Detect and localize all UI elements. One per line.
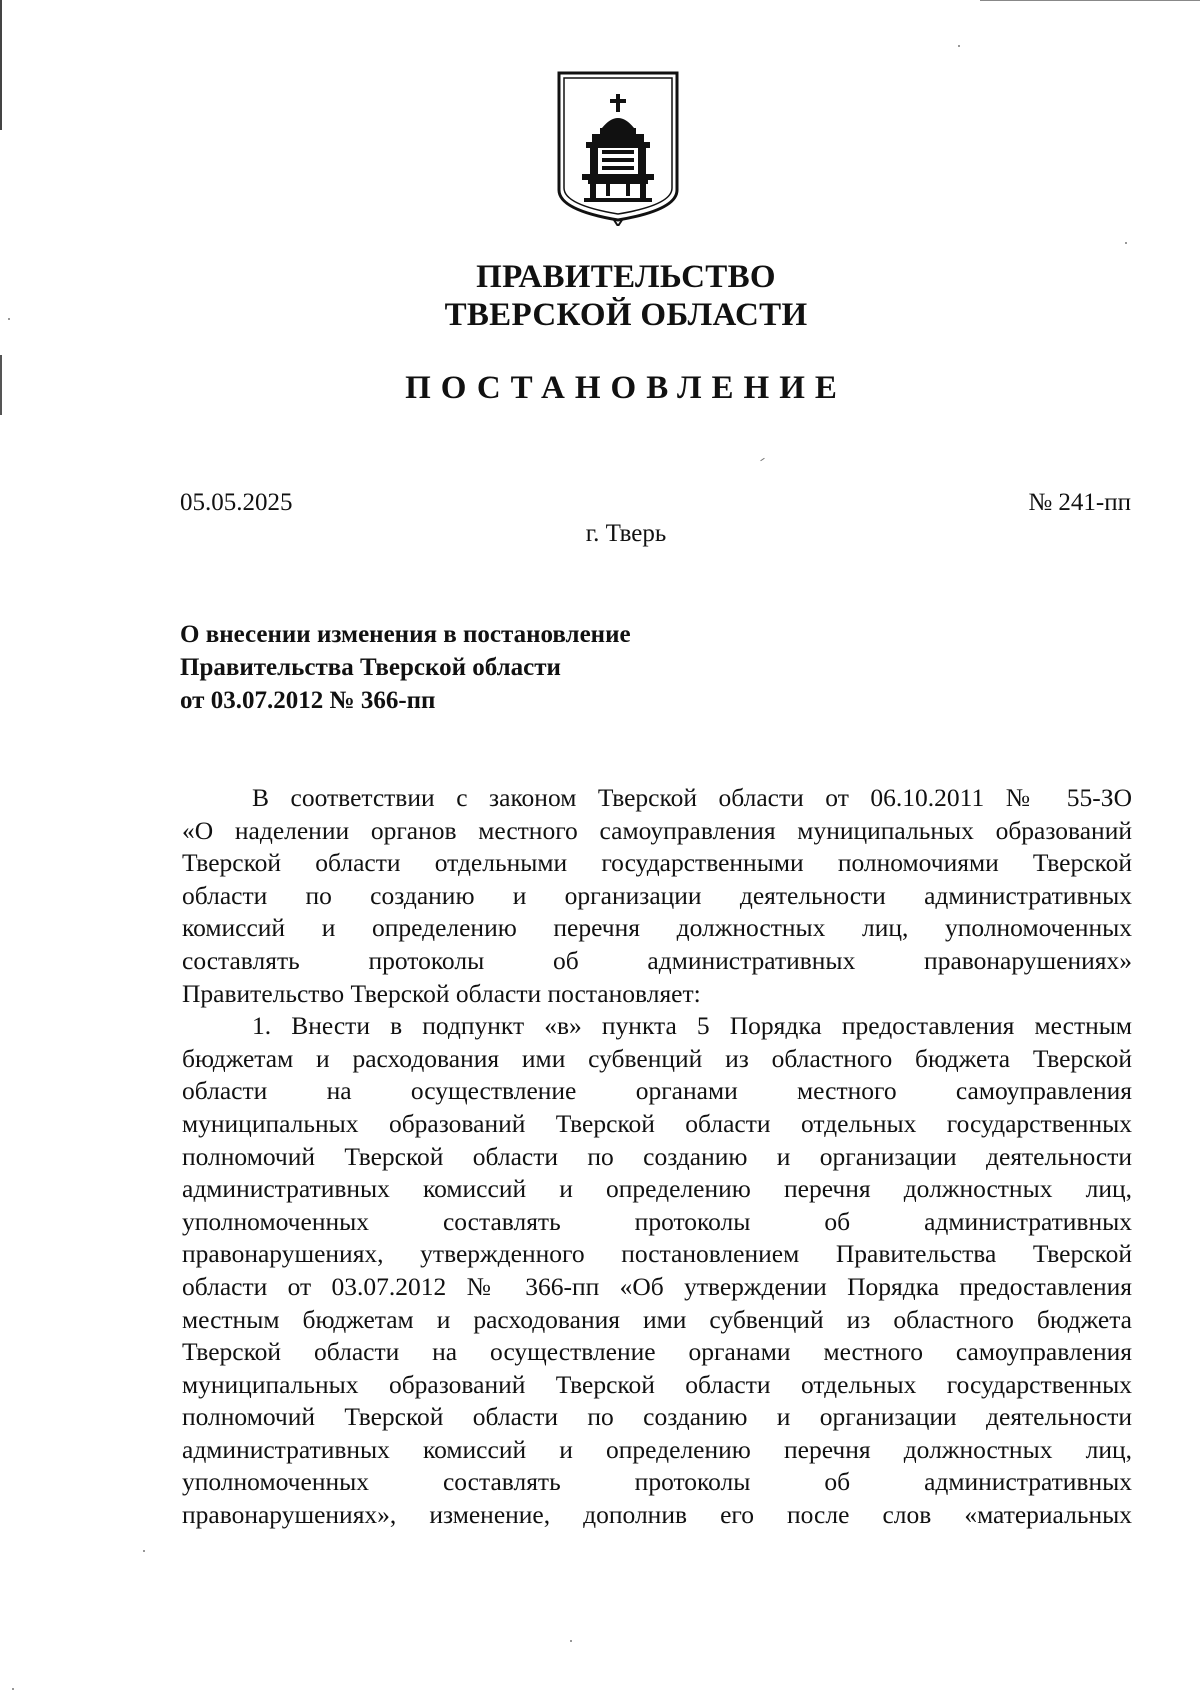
body-line: муниципальных образований Тверской области отдельных государственных (182, 1108, 1132, 1138)
scan-speck (958, 45, 960, 47)
document-type: ПОСТАНОВЛЕНИЕ (405, 370, 847, 406)
body-line: Тверской области отдельными государственными полномочиями Тверской (182, 848, 1132, 878)
scan-speck (570, 1640, 572, 1642)
body-line: полномочий Тверской области по созданию и организации деятельности (182, 1141, 1132, 1171)
scan-edge-artifact (980, 0, 1200, 1)
document-date: 05.05.2025 (180, 489, 293, 516)
body-line: области на осуществление органами местного самоуправления (182, 1076, 1132, 1106)
document-subject (180, 618, 631, 717)
subject-line: Правительства Тверской области (180, 654, 561, 681)
body-line: правонарушениях, утвержденного постановлением Правительства Тверской (182, 1239, 1132, 1269)
subject-line: от 03.07.2012 № 366-пп (180, 687, 436, 714)
government-title (0, 258, 1200, 334)
body-line: 1. Внести в подпункт «в» пункта 5 Порядка предоставления местным (252, 1011, 1132, 1041)
body-line: правонарушениях», изменение, дополнив его после слов «материальных (182, 1500, 1132, 1530)
body-line: муниципальных образований Тверской области отдельных государственных (182, 1369, 1132, 1399)
body-line: В соответствии с законом Тверской области от 06.10.2011 № 55-ЗО (252, 783, 1132, 812)
body-line: Тверской области на осуществление органами местного самоуправления (182, 1337, 1132, 1367)
government-title-line-1: ПРАВИТЕЛЬСТВО (476, 259, 776, 295)
body-line: местным бюджетам и расходования ими субвенций из областного бюджета (182, 1304, 1132, 1334)
body-line: уполномоченных составлять протоколы об административных (182, 1206, 1132, 1236)
body-line: области от 03.07.2012 № 366-пп «Об утверждении Порядка предоставления (182, 1271, 1132, 1301)
body-line: «О наделении органов местного самоуправления муниципальных образований (182, 815, 1132, 845)
scan-speck (1125, 242, 1127, 244)
document-number: № 241-пп (1028, 489, 1131, 516)
scan-speck (12, 1688, 14, 1690)
body-line: комиссий и определению перечня должностных лиц, уполномоченных (182, 913, 1132, 943)
coat-of-arms-emblem (556, 70, 680, 226)
body-line: административных комиссий и определению перечня должностных лиц, (182, 1174, 1132, 1204)
subject-line: О внесении изменения в постановление (180, 621, 631, 648)
body-line: административных комиссий и определению перечня должностных лиц, (182, 1434, 1132, 1464)
body-line: Правительство Тверской области постановляет: (182, 978, 701, 1008)
body-line: составлять протоколы об административных правонарушениях» (182, 945, 1132, 975)
scan-edge-artifact (0, 0, 2, 130)
document-body (182, 782, 1132, 1532)
government-title-line-2: ТВЕРСКОЙ ОБЛАСТИ (444, 297, 808, 333)
body-line: полномочий Тверской области по созданию и организации деятельности (182, 1402, 1132, 1432)
scan-speck (760, 458, 765, 462)
scan-speck (143, 1550, 145, 1552)
document-city: г. Тверь (585, 520, 667, 547)
body-line: области по созданию и организации деятельности административных (182, 880, 1132, 910)
body-line: бюджетам и расходования ими субвенций из областного бюджета Тверской (182, 1043, 1132, 1073)
body-line: уполномоченных составлять протоколы об административных (182, 1467, 1132, 1497)
